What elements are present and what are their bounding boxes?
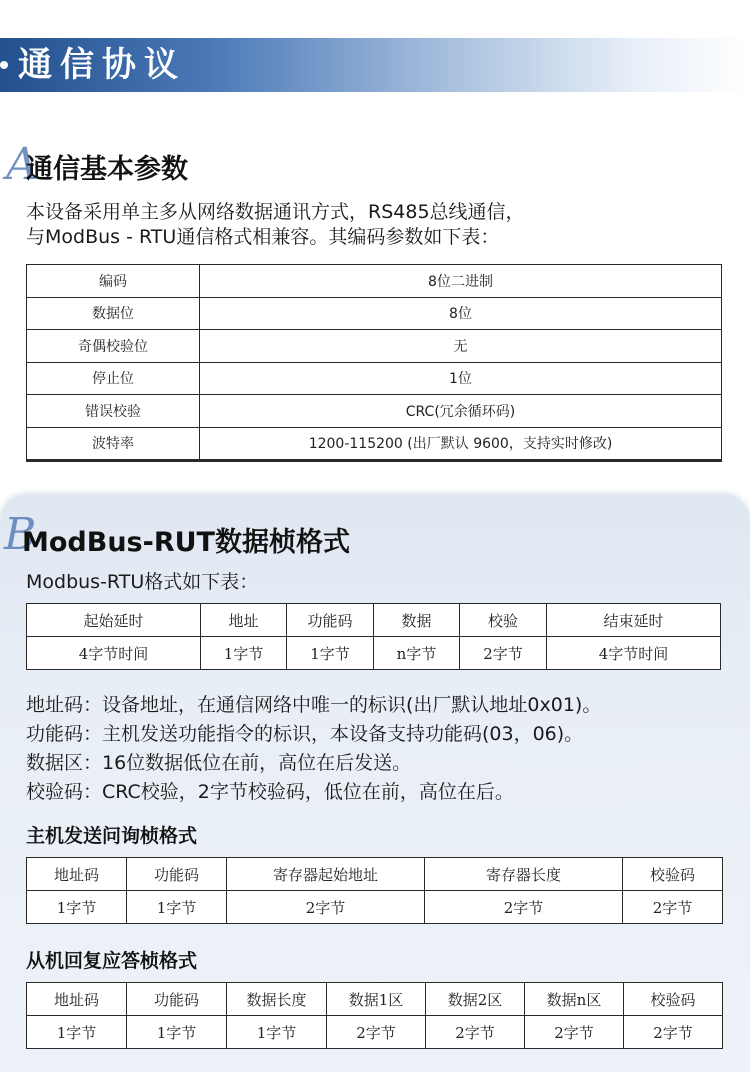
section-a-letter: A — [6, 139, 38, 190]
column-header: 功能码 — [287, 604, 374, 637]
column-header: 地址码 — [27, 983, 127, 1016]
table-cell: 2字节 — [327, 1016, 426, 1049]
param-name: 奇偶校验位 — [27, 330, 200, 363]
column-header: 寄存器长度 — [425, 858, 623, 891]
table-row — [27, 637, 721, 670]
param-value: CRC(冗余循环码) — [200, 395, 722, 428]
bullet-dot-icon — [0, 61, 8, 69]
table-cell: 1字节 — [287, 637, 374, 670]
section-a-intro-line-2: 与ModBus - RTU通信格式相兼容。其编码参数如下表： — [26, 226, 500, 248]
param-name: 停止位 — [27, 362, 200, 395]
column-header: 校验码 — [624, 983, 723, 1016]
page-title: 通信协议 — [18, 45, 186, 85]
table-header-row — [27, 983, 723, 1016]
description-address: 地址码：设备地址，在通信网络中唯一的标识(出厂默认地址0x01)。 — [26, 694, 602, 716]
reply-table — [26, 982, 723, 1049]
description-checksum: 校验码：CRC校验，2字节校验码，低位在前，高位在后。 — [26, 781, 514, 803]
table-header-row — [27, 858, 723, 891]
description-function: 功能码：主机发送功能指令的标识，本设备支持功能码(03，06)。 — [26, 723, 584, 745]
section-b-letter: B — [4, 509, 37, 560]
table-row — [27, 427, 722, 461]
table-cell: 1字节 — [127, 1016, 227, 1049]
column-header: 地址码 — [27, 858, 127, 891]
column-header: 校验 — [460, 604, 547, 637]
table-row — [27, 1016, 723, 1049]
column-header: 数据2区 — [426, 983, 525, 1016]
table-cell: 2字节 — [623, 891, 723, 924]
table-cell: 2字节 — [525, 1016, 624, 1049]
param-name: 编码 — [27, 265, 200, 298]
table-cell: 1字节 — [27, 891, 127, 924]
column-header: 起始延时 — [27, 604, 201, 637]
frame-table — [26, 603, 721, 670]
column-header: 结束延时 — [547, 604, 721, 637]
section-a-heading: 通信基本参数 — [26, 154, 188, 185]
table-cell: 4字节时间 — [547, 637, 721, 670]
param-value: 8位二进制 — [200, 265, 722, 298]
table-row — [27, 330, 722, 363]
table-cell: 1字节 — [227, 1016, 327, 1049]
column-header: 校验码 — [623, 858, 723, 891]
table-cell: 2字节 — [624, 1016, 723, 1049]
table-cell: 1字节 — [127, 891, 227, 924]
table-cell: 2字节 — [460, 637, 547, 670]
page-header-banner — [0, 38, 750, 92]
column-header: 功能码 — [127, 983, 227, 1016]
column-header: 功能码 — [127, 858, 227, 891]
param-value: 1200-115200 (出厂默认 9600，支持实时修改) — [200, 427, 722, 461]
query-table — [26, 857, 723, 924]
table-cell: 1字节 — [27, 1016, 127, 1049]
column-header: 地址 — [201, 604, 287, 637]
table-row — [27, 395, 722, 428]
section-a-intro-line-1: 本设备采用单主多从网络数据通讯方式，RS485总线通信， — [26, 201, 525, 223]
column-header: 数据 — [374, 604, 460, 637]
table-cell: n字节 — [374, 637, 460, 670]
param-value: 8位 — [200, 297, 722, 330]
table-cell: 2字节 — [426, 1016, 525, 1049]
table-row — [27, 891, 723, 924]
reply-heading: 从机回复应答桢格式 — [26, 950, 198, 972]
column-header: 数据1区 — [327, 983, 426, 1016]
table-cell: 2字节 — [227, 891, 425, 924]
table-cell: 1字节 — [201, 637, 287, 670]
table-row — [27, 297, 722, 330]
param-value: 无 — [200, 330, 722, 363]
table-row — [27, 265, 722, 298]
table-header-row — [27, 604, 721, 637]
column-header: 寄存器起始地址 — [227, 858, 425, 891]
params-table — [26, 264, 722, 462]
table-cell: 4字节时间 — [27, 637, 201, 670]
query-heading: 主机发送问询桢格式 — [26, 825, 198, 847]
param-name: 错误校验 — [27, 395, 200, 428]
table-cell: 2字节 — [425, 891, 623, 924]
column-header: 数据n区 — [525, 983, 624, 1016]
column-header: 数据长度 — [227, 983, 327, 1016]
param-value: 1位 — [200, 362, 722, 395]
param-name: 数据位 — [27, 297, 200, 330]
param-name: 波特率 — [27, 427, 200, 461]
table-row — [27, 362, 722, 395]
description-data: 数据区：16位数据低位在前，高位在后发送。 — [26, 752, 412, 774]
section-b-heading: ModBus-RUT数据桢格式 — [22, 527, 350, 558]
section-b-intro: Modbus-RTU格式如下表： — [26, 571, 259, 593]
